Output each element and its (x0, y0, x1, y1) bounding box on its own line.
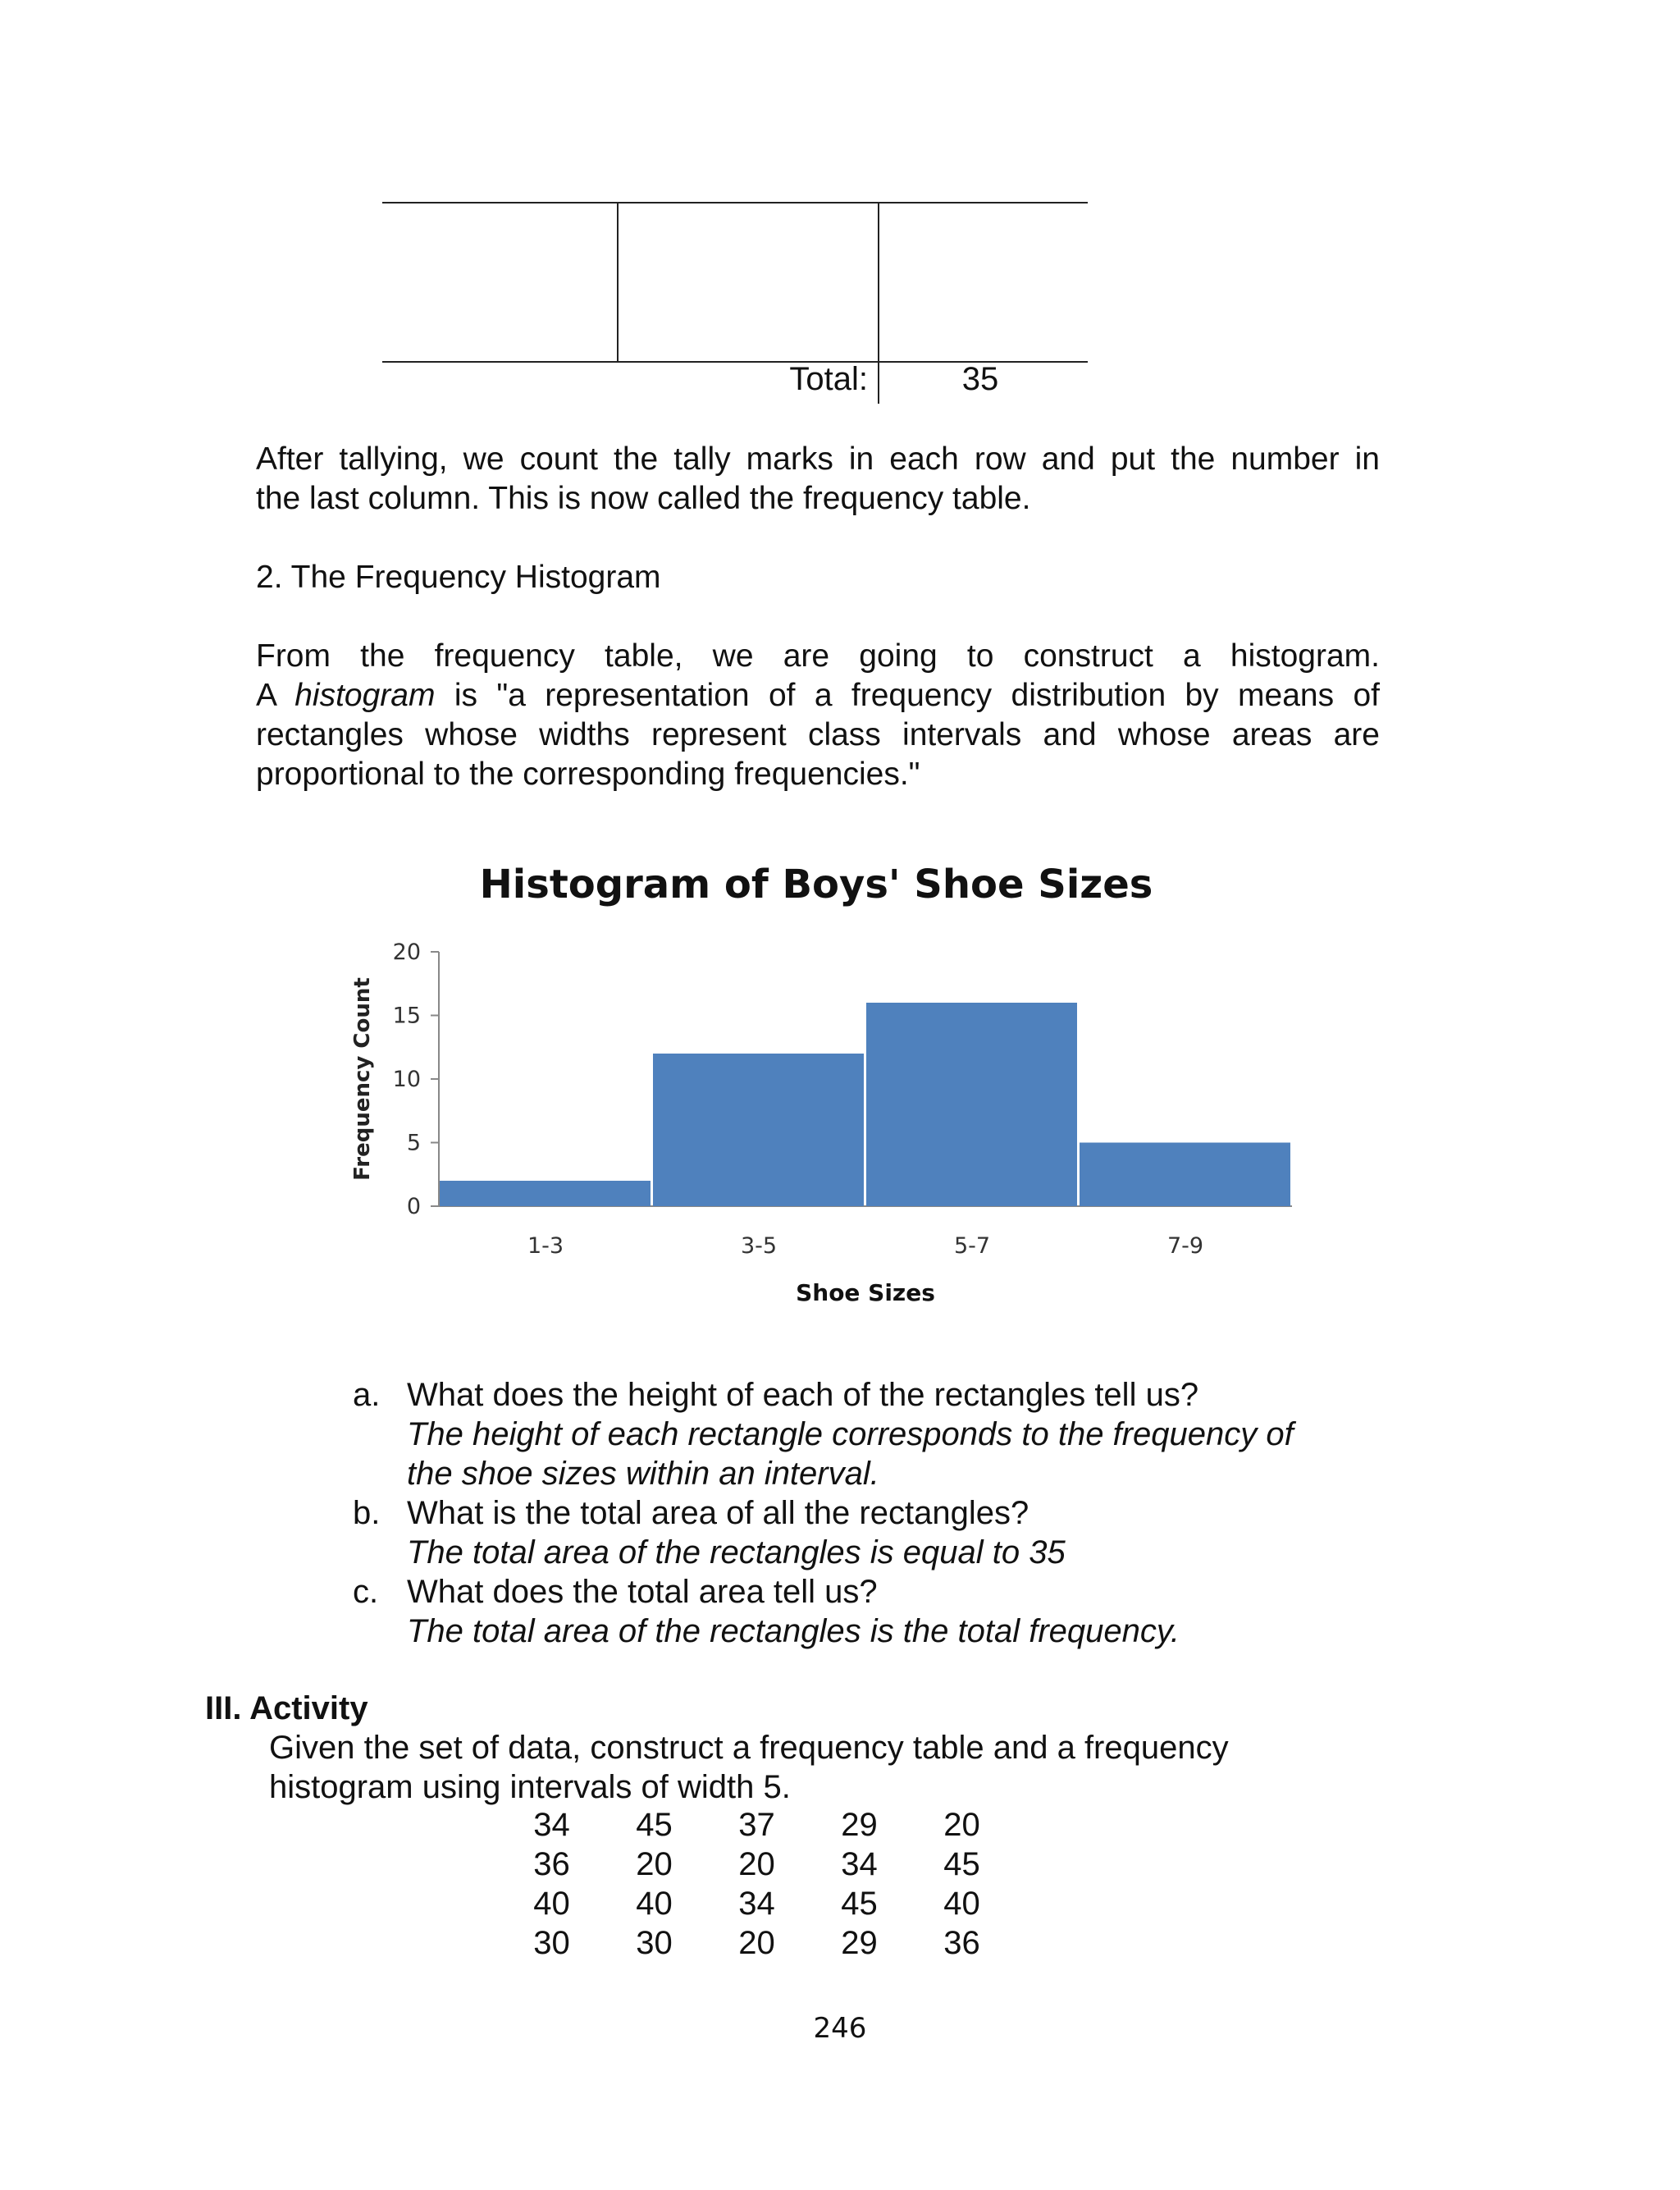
tally-paragraph (256, 440, 1380, 519)
question-text: What does the total area tell us? (407, 1574, 878, 1610)
data-value: 45 (943, 1846, 980, 1882)
question-letter: c. (353, 1574, 379, 1610)
definition-prefix: A (256, 678, 295, 713)
frequency-table-fragment (382, 202, 1088, 407)
histogram-bar (866, 1003, 1077, 1206)
instruction-line: histogram using intervals of width 5. (269, 1769, 791, 1805)
histogram-chart (328, 927, 1312, 1321)
answer-text: The total area of the rectangles is equal to 35 (407, 1534, 1066, 1570)
histogram-definition-paragraph (256, 637, 1380, 794)
histogram-bar (653, 1054, 864, 1206)
x-tick-label: 1-3 (527, 1233, 564, 1259)
histogram-bar (1080, 1143, 1290, 1207)
page-number: 246 (813, 2012, 867, 2045)
y-tick-label: 0 (406, 1194, 421, 1219)
data-value: 40 (533, 1886, 570, 1922)
section-heading: 2. The Frequency Histogram (256, 560, 661, 595)
question-letter: a. (353, 1377, 381, 1413)
paragraph-line: After tallying, we count the tally marks in each row and put the number in (256, 441, 1380, 477)
definition-text: is "a representation of a frequency distribution by means of (435, 678, 1380, 713)
data-value: 20 (636, 1846, 673, 1882)
data-value: 37 (738, 1807, 775, 1843)
data-value: 34 (533, 1807, 570, 1843)
paragraph-line: rectangles whose widths represent class intervals and whose areas are (256, 717, 1380, 752)
total-value: 35 (961, 361, 999, 397)
data-row (500, 1923, 1013, 1963)
instruction-line: Given the set of data, construct a frequency table and a frequency (269, 1730, 1229, 1766)
data-row (500, 1805, 1013, 1845)
data-value: 20 (738, 1846, 775, 1882)
definition-term: histogram (294, 678, 436, 713)
data-value: 30 (636, 1925, 673, 1961)
activity-heading: III. Activity (205, 1690, 368, 1726)
chart-title: Histogram of Boys' Shoe Sizes (479, 862, 1153, 908)
y-axis-label: Frequency Count (350, 977, 375, 1181)
data-value: 36 (533, 1846, 570, 1882)
y-tick-label: 20 (392, 940, 421, 965)
data-value: 40 (636, 1886, 673, 1922)
x-tick-label: 3-5 (740, 1233, 778, 1259)
data-value: 29 (841, 1925, 878, 1961)
data-row (500, 1884, 1013, 1923)
paragraph-line (256, 676, 1380, 716)
answer-text: The total area of the rectangles is the total frequency. (407, 1613, 1180, 1649)
data-row (500, 1845, 1013, 1884)
paragraph-line: From the frequency table, we are going to construct a histogram. (256, 638, 1380, 674)
answer-text: The height of each rectangle corresponds to the frequency of (407, 1416, 1294, 1452)
total-label: Total: (789, 361, 868, 397)
data-value: 36 (943, 1925, 980, 1961)
question-text: What does the height of each of the rectangles tell us? (407, 1377, 1199, 1413)
paragraph-line: the last column. This is now called the frequency table. (256, 481, 1031, 516)
data-value: 20 (943, 1807, 980, 1843)
paragraph-line: proportional to the corresponding frequencies." (256, 757, 920, 792)
y-tick-label: 10 (392, 1067, 421, 1092)
data-value: 45 (636, 1807, 673, 1843)
x-axis-label: Shoe Sizes (796, 1279, 935, 1306)
data-value: 40 (943, 1886, 980, 1922)
activity-data-set (500, 1805, 1013, 1963)
histogram-bar (440, 1181, 651, 1206)
table-top-border (382, 202, 1088, 203)
data-value: 45 (841, 1886, 878, 1922)
x-tick-label: 5-7 (953, 1233, 991, 1259)
data-value: 30 (533, 1925, 570, 1961)
y-tick-label: 15 (392, 1003, 421, 1029)
table-column-divider (617, 202, 619, 361)
activity-instructions (269, 1728, 1418, 1807)
answer-text: the shoe sizes within an interval. (407, 1456, 879, 1492)
x-tick-label: 7-9 (1166, 1233, 1204, 1259)
data-value: 29 (841, 1807, 878, 1843)
question-letter: b. (353, 1495, 381, 1531)
y-tick-label: 5 (406, 1130, 421, 1156)
data-value: 34 (841, 1846, 878, 1882)
data-value: 34 (738, 1886, 775, 1922)
question-text: What is the total area of all the rectangles? (407, 1495, 1029, 1531)
data-value: 20 (738, 1925, 775, 1961)
